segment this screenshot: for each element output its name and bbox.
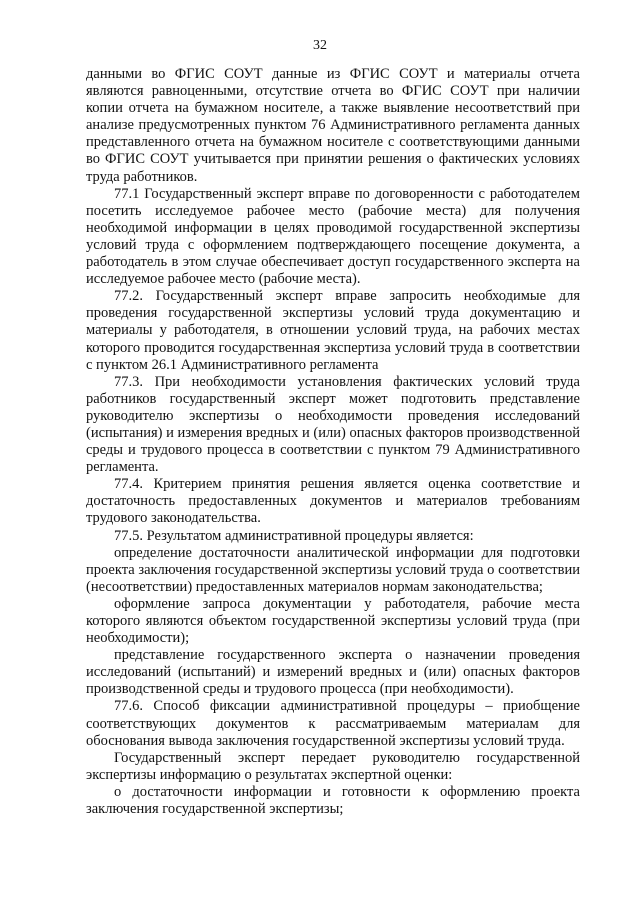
list-item-sufficiency: о достаточности информации и готовности к оформлению проекта заключения государственной экспертизы; bbox=[86, 783, 580, 818]
page-number: 32 bbox=[313, 38, 327, 53]
paragraph-77-1: 77.1 Государственный эксперт вправе по договоренности с работодателем посетить исследуемое рабочее место (рабочие места) для получения необходимой информации в целях проводимой государственной экспертизы условий труда с оформлением подтверждающего посещение документа, а работодатель в этом случае обеспечивает доступ государственного эксперта на исследуемое рабочее место (рабочие места). bbox=[86, 185, 580, 288]
paragraph-77-2: 77.2. Государственный эксперт вправе запросить необходимые для проведения государственной экспертизы условий труда документацию и материалы у работодателя, в отношении условий труда, на рабочих местах которого проводится государственная экспертиза условий труда в соответствии с пунктом 26.1 Административного регламента bbox=[86, 288, 580, 373]
paragraph-77-4: 77.4. Критерием принятия решения является оценка соответствие и достаточность предоставленных документов и материалов требованиям трудового законодательства. bbox=[86, 476, 580, 527]
list-item-submission: представление государственного эксперта о назначении проведения исследований (испытаний) и измерений вредных и (или) опасных факторов производственной среды и трудового процесса (при необходимости). bbox=[86, 647, 580, 698]
paragraph-77-6: 77.6. Способ фиксации административной процедуры – приобщение соответствующих документов к рассматриваемым материалам для обоснования вывода заключения государственной экспертизы условий труда. bbox=[86, 698, 580, 749]
paragraph-expert-report: Государственный эксперт передает руководителю государственной экспертизы информацию о результатах экспертной оценки: bbox=[86, 749, 580, 783]
paragraph-77-5: 77.5. Результатом административной процедуры является: bbox=[114, 527, 474, 544]
list-item-request: оформление запроса документации у работодателя, рабочие места которого являются объектом государственной экспертизы условий труда (при необходимости); bbox=[86, 595, 580, 647]
list-item-analysis: определение достаточности аналитической информации для подготовки проекта заключения государственной экспертизы условий труда о соответствии (несоответствии) предоставленных материалов нормам законодательства; bbox=[86, 544, 580, 595]
document-body bbox=[86, 66, 580, 818]
paragraph-77-3: 77.3. При необходимости установления фактических условий труда работников государственный эксперт может подготовить представление руководителю экспертизы о необходимости проведения исследований (испытания) и измерения вредных и (или) опасных факторов производственной среды и трудового процесса в соответствии с пунктом 79 Административного регламента. bbox=[86, 373, 580, 476]
paragraph-continuation: данными во ФГИС СОУТ данные из ФГИС СОУТ и материалы отчета являются равноценными, отсутствие отчета во ФГИС СОУТ при наличии копии отчета на бумажном носителе, а также выявление несоответствий при анализе предусмотренных пунктом 76 Административного регламента данных представленного отчета на бумажном носителе с соответствующими данными во ФГИС СОУТ учитывается при принятии решения о фактических условиях труда работников. bbox=[86, 66, 580, 185]
